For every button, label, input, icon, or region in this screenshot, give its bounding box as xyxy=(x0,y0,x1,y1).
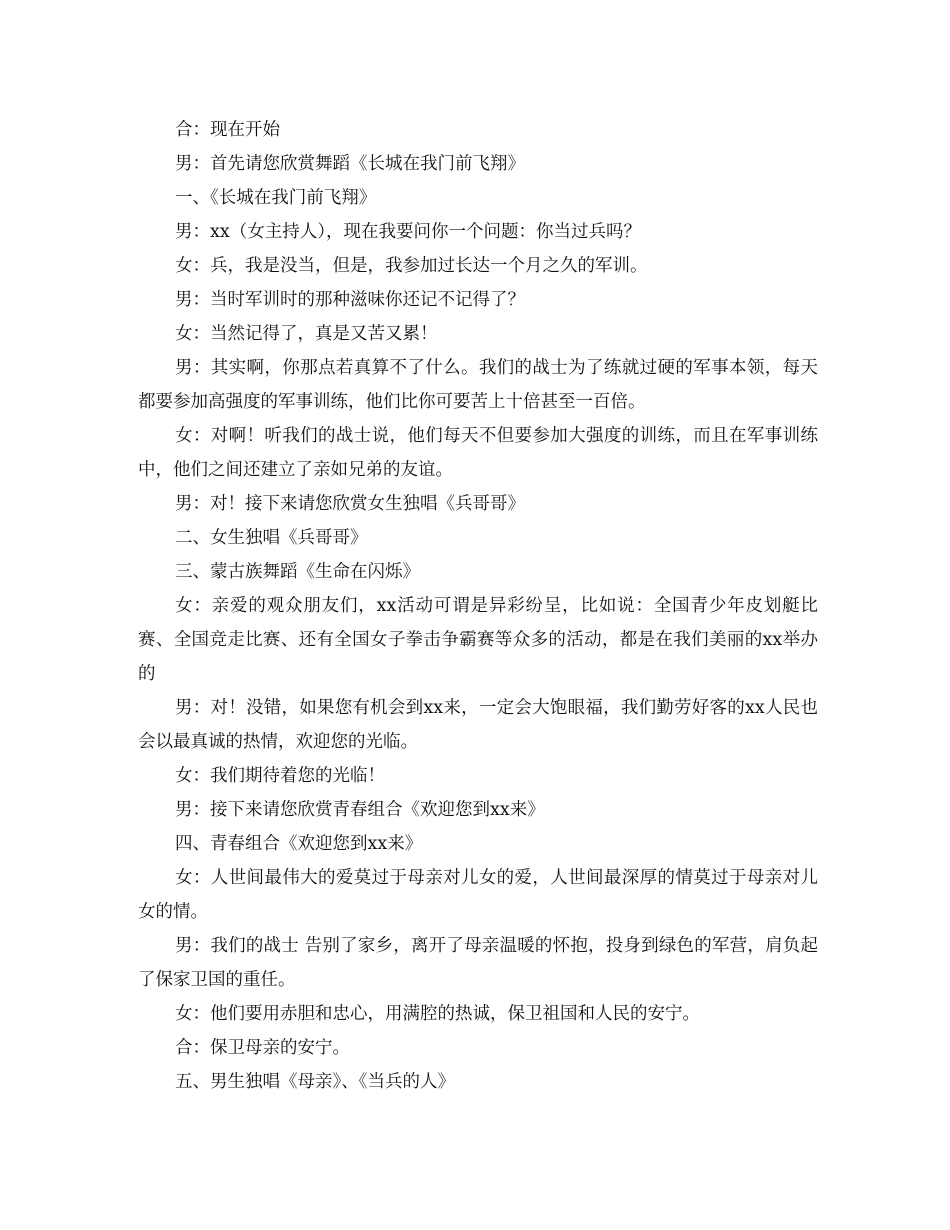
paragraph-3: 一、《长城在我门前飞翔》 xyxy=(175,188,377,208)
paragraph-2: 男：首先请您欣赏舞蹈《长城在我门前飞翔》 xyxy=(175,154,525,174)
paragraph-9: 女：对啊！听我们的战士说，他们每天不但要参加大强度的训练，而且在军事训练中，他们之间还建立了亲如兄弟的友谊。 xyxy=(138,426,818,480)
paragraph-20: 女：他们要用赤胆和忠心，用满腔的热诚，保卫祖国和人民的安宁。 xyxy=(175,1004,700,1024)
paragraph-12: 三、蒙古族舞蹈《生命在闪烁》 xyxy=(175,562,420,582)
paragraph-18: 女：人世间最伟大的爱莫过于母亲对儿女的爱，人世间最深厚的情莫过于母亲对儿女的情。 xyxy=(138,868,818,922)
script-body xyxy=(138,113,818,1099)
paragraph-6: 男：当时军训时的那种滋味你还记不记得了？ xyxy=(175,290,525,310)
paragraph-10: 男：对！接下来请您欣赏女生独唱《兵哥哥》 xyxy=(175,494,525,514)
paragraph-16: 男：接下来请您欣赏青春组合《欢迎您到xx来》 xyxy=(175,800,545,820)
paragraph-11: 二、女生独唱《兵哥哥》 xyxy=(175,528,368,548)
paragraph-1: 合：现在开始 xyxy=(175,120,280,140)
paragraph-14: 男：对！没错，如果您有机会到xx来，一定会大饱眼福，我们勤劳好客的xx人民也会以最真诚的热情，欢迎您的光临。 xyxy=(138,698,818,752)
paragraph-13: 女：亲爱的观众朋友们，xx活动可谓是异彩纷呈，比如说：全国青少年皮划艇比赛、全国竞走比赛、还有全国女子拳击争霸赛等众多的活动，都是在我们美丽的xx举办的 xyxy=(138,596,818,684)
paragraph-15: 女：我们期待着您的光临！ xyxy=(175,766,385,786)
paragraph-21: 合：保卫母亲的安宁。 xyxy=(175,1038,350,1058)
paragraph-8: 男：其实啊，你那点若真算不了什么。我们的战士为了练就过硬的军事本领，每天都要参加高强度的军事训练，他们比你可要苦上十倍甚至一百倍。 xyxy=(138,358,818,412)
paragraph-5: 女：兵，我是没当，但是，我参加过长达一个月之久的军训。 xyxy=(175,256,648,276)
paragraph-22: 五、男生独唱《母亲》、《当兵的人》 xyxy=(175,1072,455,1092)
paragraph-7: 女：当然记得了，真是又苦又累！ xyxy=(175,324,438,344)
paragraph-19: 男：我们的战士 告别了家乡，离开了母亲温暖的怀抱，投身到绿色的军营，肩负起了保家卫国的重任。 xyxy=(138,936,818,990)
paragraph-17: 四、青春组合《欢迎您到xx来》 xyxy=(175,834,423,854)
paragraph-4: 男：xx（女主持人），现在我要问你一个问题：你当过兵吗？ xyxy=(175,222,641,242)
